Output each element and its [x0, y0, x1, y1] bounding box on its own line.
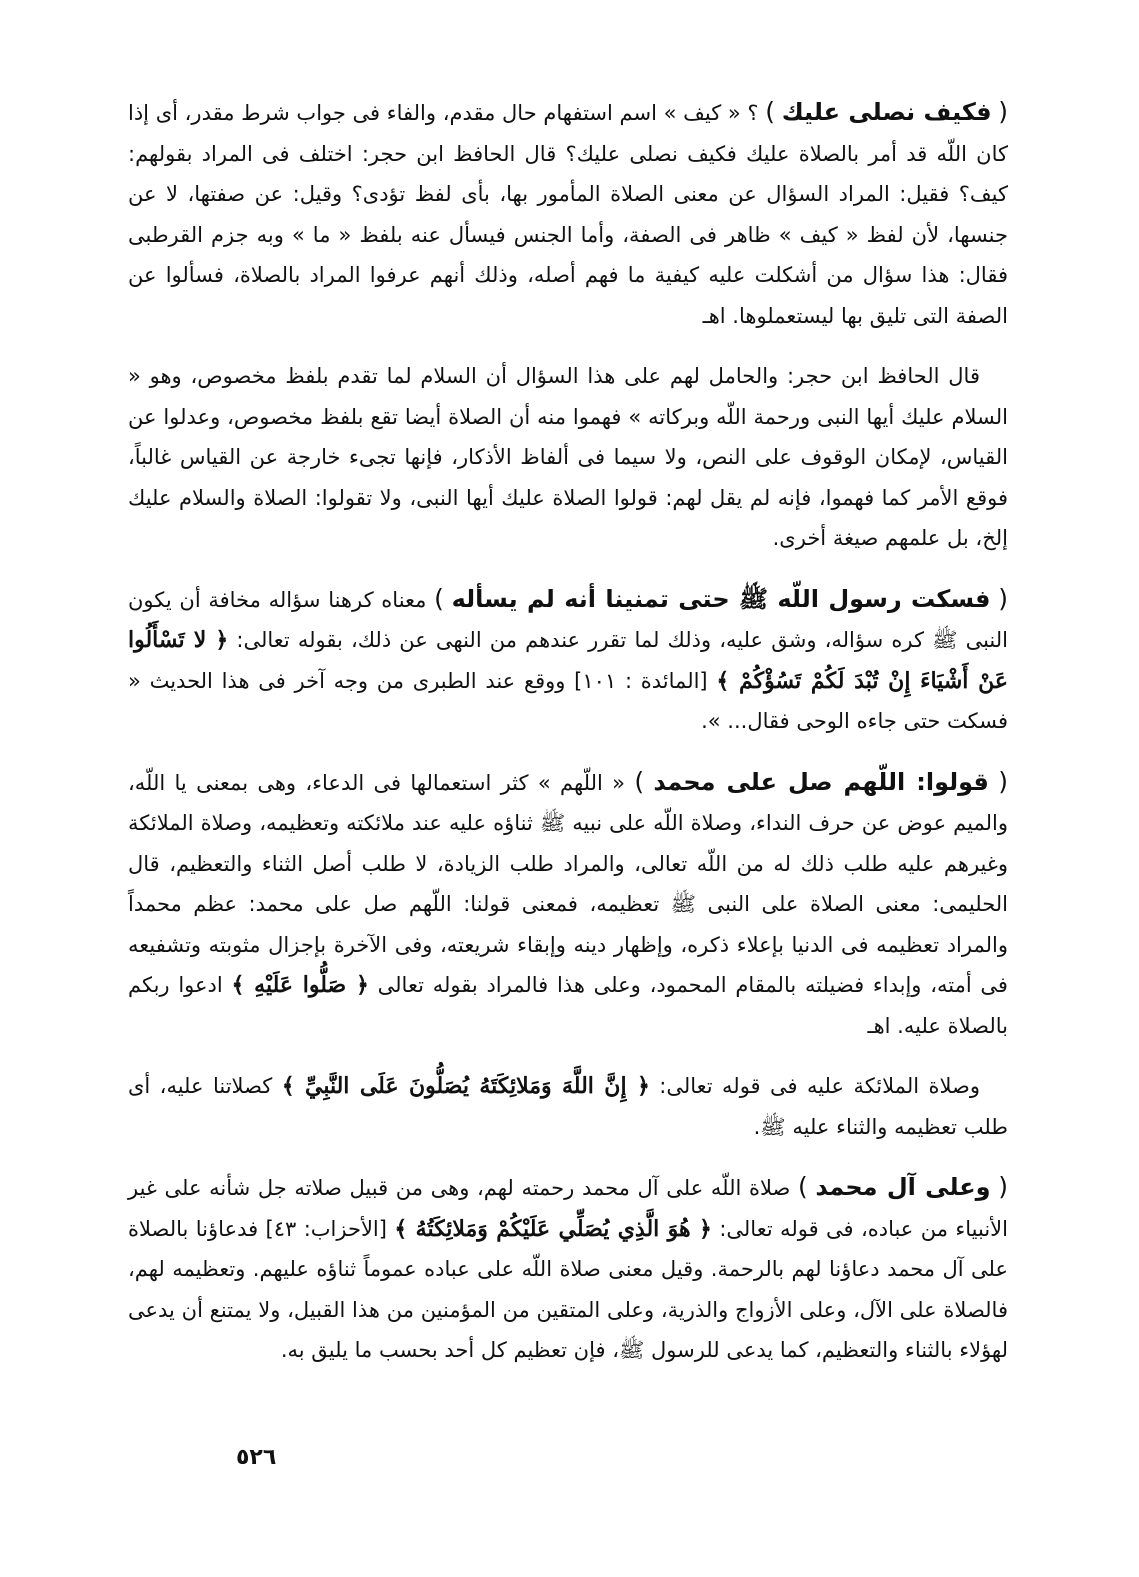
- paragraph-family-of-muhammad: ( وعلى آل محمد ) صلاة اللّه على آل محمد رحمته لهم، وهى من قبيل صلاته جل شأنه على غير الأنبياء من عباده، فى قوله تعالى: ﴿ هُوَ الَّذِي يُصَلِّي عَلَيْكُمْ وَمَلائِكَتُهُ ﴾ [الأحزاب: ٤٣] فدعاؤنا بالصلاة على آل محمد دعاؤنا لهم بالرحمة. وقيل معنى صلاة اللّه على عباده عموماً ثناؤه عليهم. وتعظيمه لهم، فالصلاة على الآل، وعلى الأزواج والذرية، وعلى المتقين من المؤمنين من هذا القبيل، ولا يمتنع أن يدعى لهؤلاء بالثناء والتعظيم، كما يدعى للرسول ﷺ، فإن تعظيم كل أحد بحسب ما يليق به.: [128, 1172, 1008, 1362]
- heading-allahumma: قولوا: اللّهم صل على محمد: [653, 767, 989, 796]
- text-angels-a: وصلاة الملائكة عليه فى قوله تعالى:: [659, 1074, 980, 1098]
- text-family-b: [الأحزاب: ٤٣] فدعاؤنا بالصلاة على آل محمد دعاؤنا لهم بالرحمة. وقيل معنى صلاة اللّه على عباده عموماً ثناؤه عليهم. وتعظيمه لهم، فالصلاة على الآل، وعلى الأزواج والذرية، وعلى المتقين من المؤمنين من هذا القبيل، ولا يمتنع أن يدعى لهؤلاء بالثناء والتعظيم، كما يدعى للرسول ﷺ، فإن تعظيم كل أحد بحسب ما يليق به.: [128, 1216, 1008, 1362]
- paragraph-ibn-hajar: [128, 356, 1008, 559]
- paragraph-prophet-silent: ( فسكت رسول اللّه ﷺ حتى تمنينا أنه لم يسأله ) معناه كرهنا سؤاله مخافة أن يكون النبى ﷺ كره سؤاله، وشق عليه، وذلك لما تقرر عندهم من النهى عن ذلك، بقوله تعالى: ﴿ لا تَسْأَلُوا عَنْ أَشْيَاءَ إِنْ تُبْدَ لَكُمْ تَسُؤْكُمْ ﴾ [المائدة : ١٠١] ووقع عند الطبرى من وجه آخر فى هذا الحديث « فسكت حتى جاءه الوحى فقال... ».: [128, 583, 1008, 733]
- paragraph-how-to-pray: ( فكيف نصلى عليك ) ؟ « كيف » اسم استفهام حال مقدم، والفاء فى جواب شرط مقدر، أى إذا كان اللّه قد أمر بالصلاة عليك فكيف نصلى عليك؟ قال الحافظ ابن حجر: اختلف فى المراد بقولهم: كيف؟ فقيل: المراد السؤال عن معنى الصلاة المأمور بها، بأى لفظ تؤدى؟ وقيل: عن صفتها، لا عن جنسها، لأن لفظ « كيف » ظاهر فى الصفة، وأما الجنس فيسأل عنه بلفظ « ما » وبه جزم القرطبى فقال: هذا سؤال من أشكلت عليه كيفية ما فهم أصله، وذلك أنهم عرفوا المراد بالصلاة، فسألوا عن الصفة التى تليق بها ليستعملوها. اهـ: [128, 97, 1008, 328]
- paragraph-allahumma: ( قولوا: اللّهم صل على محمد ) « اللّهم » كثر استعمالها فى الدعاء، وهى بمعنى يا اللّه، والميم عوض عن حرف النداء، وصلاة اللّه على نبيه ﷺ ثناؤه عليه عند ملائكته وتعظيمه، وصلاة الملائكة وغيرهم عليه طلب ذلك له من اللّه تعالى، والمراد طلب الزيادة، لا طلب أصل الثناء والتعظيم، قال الحليمى: معنى الصلاة على النبى ﷺ تعظيمه، فمعنى قولنا: اللّهم صل على محمد: عظم محمداً والمراد تعظيمه فى الدنيا بإعلاء ذكره، وإظهار دينه وإبقاء شريعته، وفى الآخرة بإجزال مثوبته وتشفيعه فى أمته، وإبداء فضيلته بالمقام المحمود، وعلى هذا فالمراد بقوله تعالى ﴿ صَلُّوا عَلَيْهِ ﴾ ادعوا ربكم بالصلاة عليه. اهـ: [128, 766, 1008, 1038]
- text-allahumma-b: ادعوا ربكم بالصلاة عليه. اهـ: [128, 973, 1008, 1038]
- text-allahumma-a: « اللّهم » كثر استعمالها فى الدعاء، وهى بمعنى يا اللّه، والميم عوض عن حرف النداء، وصلاة اللّه على نبيه ﷺ ثناؤه عليه عند ملائكته وتعظيمه، وصلاة الملائكة وغيرهم عليه طلب ذلك له من اللّه تعالى، والمراد طلب الزيادة، لا طلب أصل الثناء والتعظيم، قال الحليمى: معنى الصلاة على النبى ﷺ تعظيمه، فمعنى قولنا: اللّهم صل على محمد: عظم محمداً والمراد تعظيمه فى الدنيا بإعلاء ذكره، وإظهار دينه وإبقاء شريعته، وفى الآخرة بإجزال مثوبته وتشفيعه فى أمته، وإبداء فضيلته بالمقام المحمود، وعلى هذا فالمراد بقوله تعالى: [128, 770, 1008, 997]
- paragraph-angels-prayer: [128, 1066, 1008, 1147]
- text-family-a: صلاة اللّه على آل محمد رحمته لهم، وهى من قبيل صلاته جل شأنه على غير الأنبياء من عباده، فى قوله تعالى:: [128, 1176, 1008, 1241]
- page-body: [128, 92, 1008, 1391]
- heading-how-to-pray: فكيف نصلى عليك: [781, 98, 992, 126]
- text-angels-b: كصلاتنا عليه، أى طلب تعظيمه والثناء عليه ﷺ.: [128, 1074, 1008, 1139]
- quran-verse-ahzab-56: ﴿ إِنَّ اللَّهَ وَمَلائِكَتَهُ يُصَلُّونَ عَلَى النَّبِيِّ ﴾: [281, 1073, 650, 1099]
- text-prophet-silent-b: [المائدة : ١٠١] ووقع عند الطبرى من وجه آخر فى هذا الحديث « فسكت حتى جاءه الوحى فقال... ».: [128, 668, 1008, 733]
- text-ibn-hajar: قال الحافظ ابن حجر: والحامل لهم على هذا السؤال أن السلام لما تقدم بلفظ مخصوص، وهو « السلام عليك أيها النبى ورحمة اللّه وبركاته » فهموا منه أن الصلاة أيضا تقع بلفظ مخصوص، وعدلوا عن القياس، لإمكان الوقوف على النص، ولا سيما فى ألفاظ الأذكار، فإنها تجىء خارجة عن القياس غالباً، فوقع الأمر كما فهموا، فإنه لم يقل لهم: قولوا الصلاة عليك أيها النبى، ولا تقولوا: الصلاة والسلام عليك إلخ، بل علمهم صيغة أخرى.: [128, 364, 1008, 550]
- quran-verse-ahzab-43: ﴿ هُوَ الَّذِي يُصَلِّي عَلَيْكُمْ وَمَلائِكَتُهُ ﴾: [394, 1215, 712, 1242]
- quran-verse-sallu: ﴿ صَلُّوا عَلَيْهِ ﴾: [231, 972, 369, 998]
- text-how-to-pray: ؟ « كيف » اسم استفهام حال مقدم، والفاء فى جواب شرط مقدر، أى إذا كان اللّه قد أمر بالصلاة عليك فكيف نصلى عليك؟ قال الحافظ ابن حجر: اختلف فى المراد بقولهم: كيف؟ فقيل: المراد السؤال عن معنى الصلاة المأمور بها، بأى لفظ تؤدى؟ وقيل: عن صفتها، لا عن جنسها، لأن لفظ « كيف » ظاهر فى الصفة، وأما الجنس فيسأل عنه بلفظ « ما » وبه جزم القرطبى فقال: هذا سؤال من أشكلت عليه كيفية ما فهم أصله، وذلك أنهم عرفوا المراد بالصلاة، فسألوا عن الصفة التى تليق بها ليستعملوها. اهـ: [128, 101, 1008, 328]
- quran-verse-maidah: ﴿ لا تَسْأَلُوا عَنْ أَشْيَاءَ إِنْ تُبْدَ لَكُمْ تَسُؤْكُمْ ﴾: [128, 627, 1008, 694]
- heading-prophet-silent: فسكت رسول اللّه ﷺ حتى تمنينا أنه لم يسأله: [451, 584, 991, 613]
- text-prophet-silent-a: معناه كرهنا سؤاله مخافة أن يكون النبى ﷺ كره سؤاله، وشق عليه، وذلك لما تقرر عندهم من النهى عن ذلك، بقوله تعالى:: [128, 587, 1008, 652]
- page-number: ٥٢٦: [236, 1445, 277, 1470]
- heading-family-of-muhammad: وعلى آل محمد: [815, 1173, 991, 1201]
